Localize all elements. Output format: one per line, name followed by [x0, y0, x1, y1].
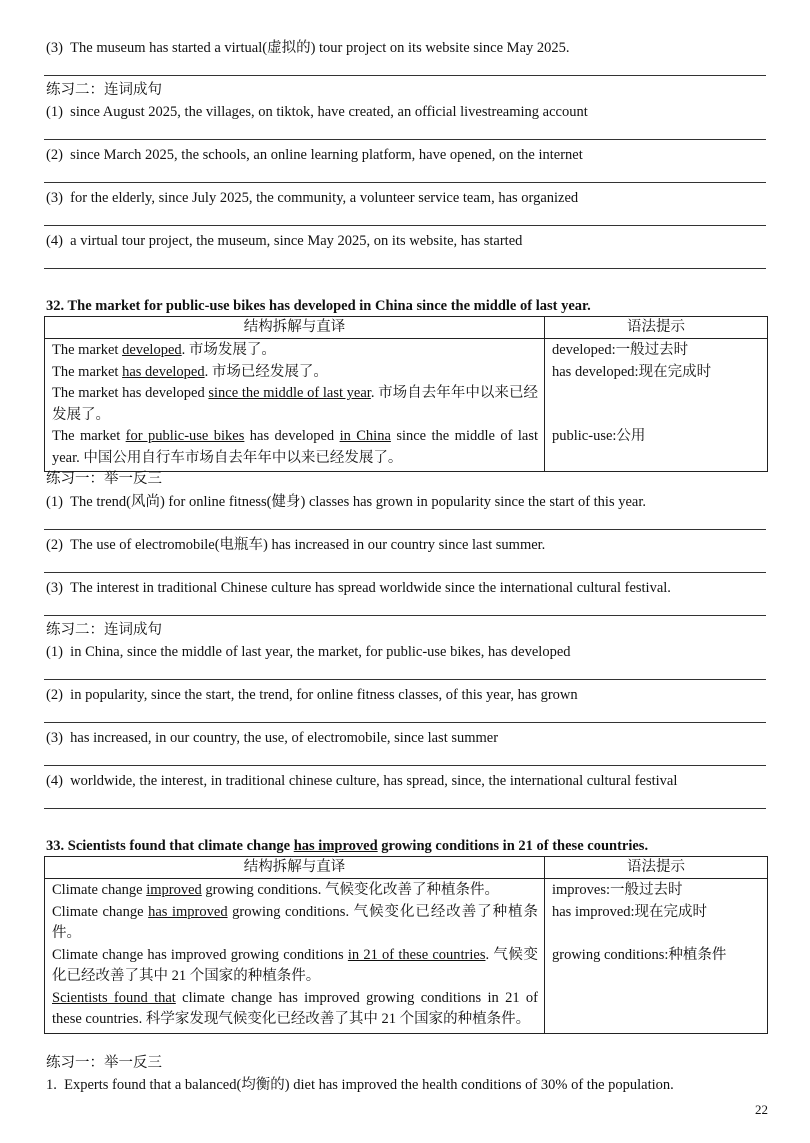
- exercise-item: (3) has increased, in our country, the use, of electromobile, since last summer: [46, 730, 499, 746]
- answer-line: [44, 572, 766, 573]
- answer-line: [44, 722, 766, 723]
- grammar-cell: [545, 879, 768, 1034]
- answer-line: [44, 615, 766, 616]
- exercise-item: (1) since August 2025, the villages, on tiktok, have created, an official livestreaming account: [46, 104, 588, 120]
- answer-line: [44, 139, 766, 140]
- exercise-item: (2) since March 2025, the schools, an online learning platform, have opened, on the internet: [46, 147, 583, 163]
- grammar-cell: [545, 339, 768, 472]
- table-header-structure: 结构拆解与直译: [45, 317, 545, 339]
- exercise2-heading: 练习二：连词成句: [46, 82, 162, 98]
- structure-line: Climate change has improved growing conditions in 21 of these countries. 气候变化已经改善了其中 21 个国家的种植条件。: [52, 946, 538, 984]
- structure-line: The market developed. 市场发展了。: [52, 342, 276, 358]
- exercise-item: (2) in popularity, since the start, the trend, for online fitness classes, of this year, has grown: [46, 687, 578, 703]
- exercise-item: (1) in China, since the middle of last year, the market, for public-use bikes, has developed: [46, 644, 571, 660]
- item-text: The museum has started a virtual(虚拟的) tour project on its website since May 2025.: [70, 40, 570, 56]
- structure-line: The market for public-use bikes has developed in China since the middle of last year. 中国公用自行车市场自去年年中以来已经发展了。: [52, 428, 538, 466]
- page-number: 22: [755, 1102, 768, 1117]
- table-header-structure: 结构拆解与直译: [45, 857, 545, 879]
- answer-line: [44, 75, 766, 76]
- structure-line: Climate change improved growing conditions. 气候变化改善了种植条件。: [52, 882, 500, 898]
- grammar-hint: improves:一般过去时: [552, 882, 683, 898]
- structure-cell: [45, 879, 545, 1034]
- answer-line: [44, 808, 766, 809]
- grammar-hint: has developed:现在完成时: [552, 363, 712, 380]
- section-33-title: 33. Scientists found that climate change has improved growing conditions in 21 of these countries.: [46, 838, 649, 854]
- item-number: (3): [46, 40, 63, 56]
- grammar-hint: public-use:公用: [552, 428, 646, 444]
- structure-line: The market has developed. 市场已经发展了。: [52, 363, 328, 380]
- answer-line: [44, 765, 766, 766]
- table-header-grammar: 语法提示: [545, 317, 768, 339]
- structure-line: Climate change has improved growing conditions. 气候变化已经改善了种植条件。: [52, 903, 538, 941]
- grammar-hint: growing conditions:种植条件: [552, 946, 727, 963]
- exercise-item: (4) worldwide, the interest, in traditional chinese culture, has spread, since, the international cultural festival: [46, 773, 678, 789]
- answer-line: [44, 182, 766, 183]
- exercise-item: (3) for the elderly, since July 2025, the community, a volunteer service team, has organized: [46, 190, 579, 206]
- exercise1-heading: 练习一：举一反三: [46, 1055, 162, 1071]
- answer-line: [44, 268, 766, 269]
- section-33-table: [44, 856, 768, 1034]
- exercise-item: (4) a virtual tour project, the museum, since May 2025, on its website, has started: [46, 233, 523, 249]
- exercise-item: 1. Experts found that a balanced(均衡的) diet has improved the health conditions of 30% of the population.: [46, 1077, 674, 1093]
- section-32-title: 32. The market for public-use bikes has developed in China since the middle of last year.: [46, 298, 591, 314]
- section-32-table: [44, 316, 768, 472]
- structure-cell: [45, 339, 545, 472]
- top-item-3: [46, 39, 570, 57]
- table-header-grammar: 语法提示: [545, 857, 768, 879]
- exercise-item: (2) The use of electromobile(电瓶车) has increased in our country since last summer.: [46, 537, 546, 553]
- structure-line: Scientists found that climate change has improved growing conditions in 21 of these countries. 科学家发现气候变化已经改善了其中 21 个国家的种植条件。: [52, 989, 538, 1027]
- exercise1-heading: 练习一：举一反三: [46, 471, 162, 487]
- exercise2-heading: 练习二：连词成句: [46, 622, 162, 638]
- structure-line: The market has developed since the middle of last year. 市场自去年年中以来已经发展了。: [52, 385, 539, 423]
- grammar-hint: has improved:现在完成时: [552, 903, 708, 920]
- answer-line: [44, 225, 766, 226]
- exercise-item: (3) The interest in traditional Chinese culture has spread worldwide since the international cultural festival.: [46, 580, 671, 596]
- answer-line: [44, 529, 766, 530]
- exercise-item: (1) The trend(风尚) for online fitness(健身) classes has grown in popularity since the start of this year.: [46, 494, 647, 510]
- answer-line: [44, 679, 766, 680]
- grammar-hint: developed:一般过去时: [552, 342, 689, 358]
